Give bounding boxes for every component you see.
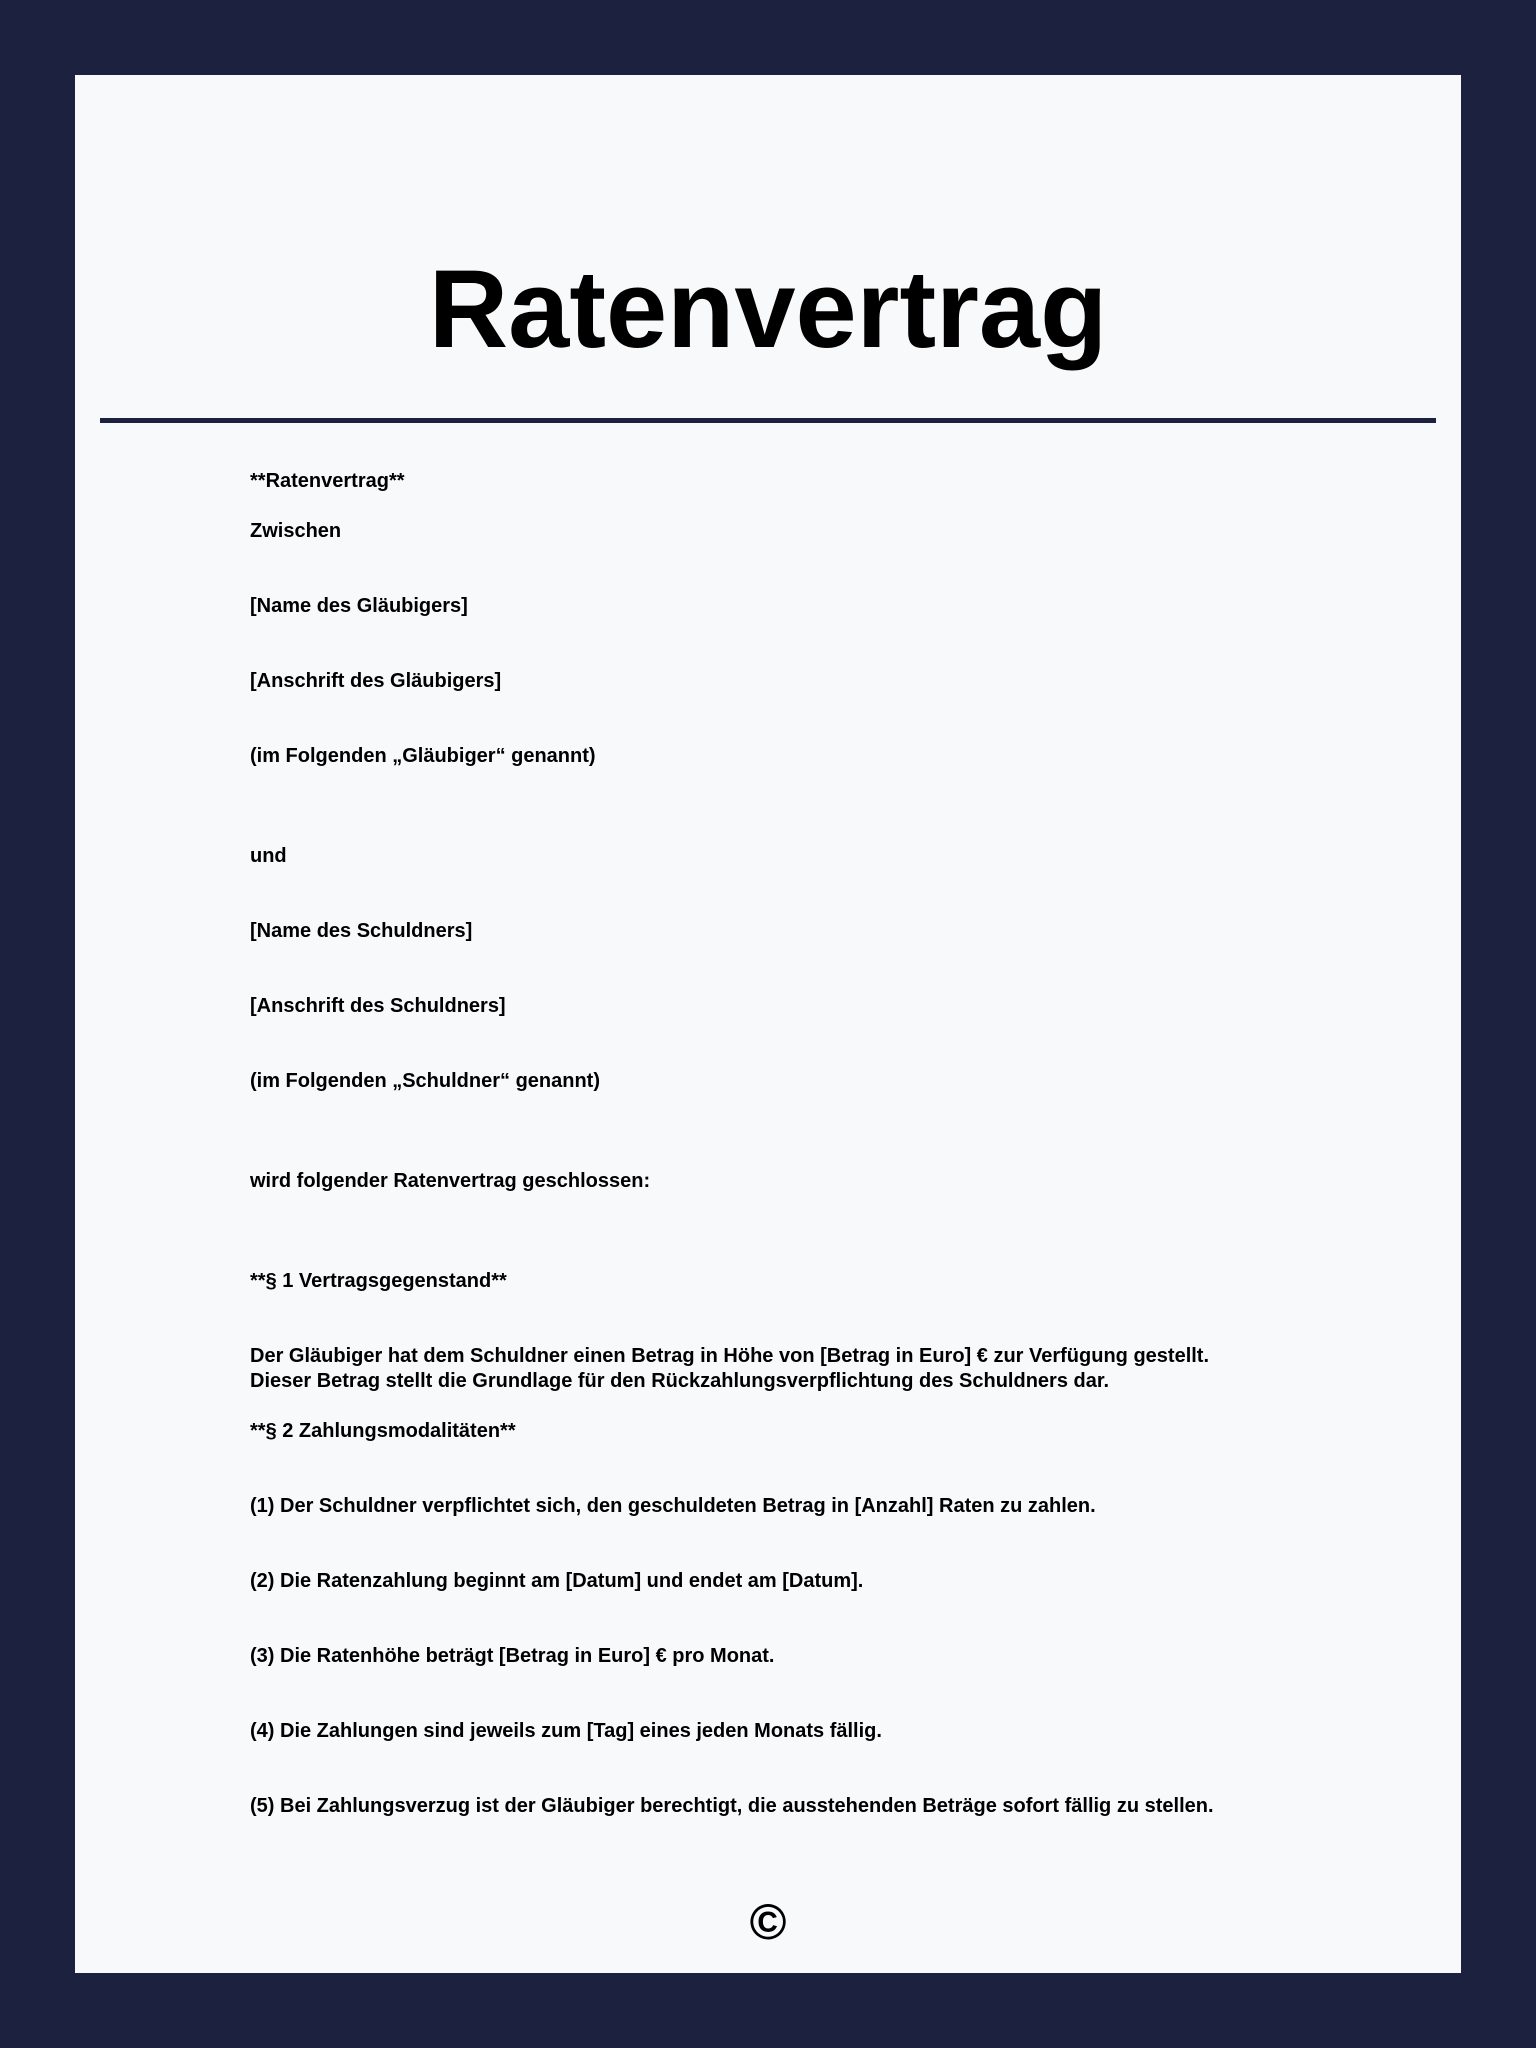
section-2-clause-2: (2) Die Ratenzahlung beginnt am [Datum] und endet am [Datum]. (250, 1570, 864, 1592)
creditor-address: [Anschrift des Gläubigers] (250, 670, 502, 692)
intro-text: Zwischen (250, 520, 342, 542)
section-1-heading: **§ 1 Vertragsgegenstand** (250, 1270, 507, 1292)
section-2-clause-4: (4) Die Zahlungen sind jeweils zum [Tag] eines jeden Monats fällig. (250, 1720, 882, 1742)
and-text: und (250, 845, 287, 867)
creditor-designation: (im Folgenden „Gläubiger“ genannt) (250, 745, 596, 767)
title-divider (100, 418, 1436, 423)
section-1-line-1: Der Gläubiger hat dem Schuldner einen Betrag in Höhe von [Betrag in Euro] € zur Verfügung gestellt. (250, 1345, 1210, 1367)
section-2-clause-3: (3) Die Ratenhöhe beträgt [Betrag in Euro] € pro Monat. (250, 1645, 775, 1667)
section-2-heading: **§ 2 Zahlungsmodalitäten** (250, 1420, 516, 1442)
section-2-clause-1: (1) Der Schuldner verpflichtet sich, den geschuldeten Betrag in [Anzahl] Raten zu zahlen. (250, 1495, 1096, 1517)
debtor-name: [Name des Schuldners] (250, 920, 473, 942)
debtor-designation: (im Folgenden „Schuldner“ genannt) (250, 1070, 600, 1092)
document-page (75, 75, 1461, 1973)
section-1-line-2: Dieser Betrag stellt die Grundlage für den Rückzahlungsverpflichtung des Schuldners dar. (250, 1370, 1110, 1392)
copyright-symbol: © (749, 1894, 787, 1950)
conclusion-text: wird folgender Ratenvertrag geschlossen: (250, 1170, 651, 1192)
section-2-clause-5: (5) Bei Zahlungsverzug ist der Gläubiger berechtigt, die ausstehenden Beträge sofort fällig zu stellen. (250, 1795, 1214, 1817)
debtor-address: [Anschrift des Schuldners] (250, 995, 506, 1017)
contract-heading: **Ratenvertrag** (250, 470, 405, 492)
creditor-name: [Name des Gläubigers] (250, 595, 468, 617)
document-title: Ratenvertrag (428, 248, 1108, 371)
